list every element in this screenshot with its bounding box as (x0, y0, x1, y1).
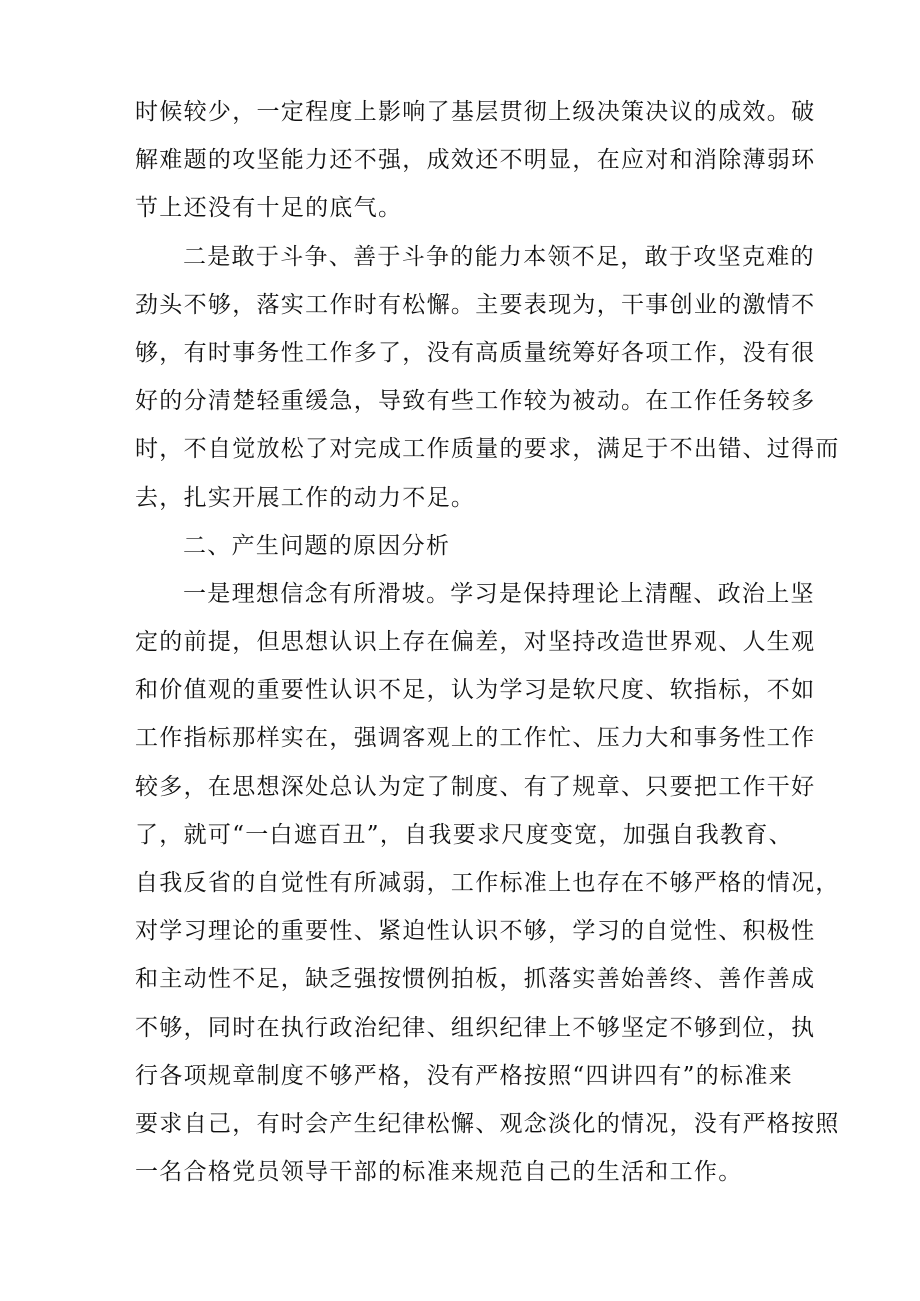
paragraph-first-cause (135, 570, 840, 1196)
text-line: 一是理想信念有所滑坡。学习是保持理论上清醒、政治上坚 (183, 580, 815, 607)
text-line: 劲头不够，落实工作时有松懈。主要表现为，干事创业的激情不 (135, 291, 816, 318)
paragraph-continuation (135, 88, 816, 233)
text-line: 和价值观的重要性认识不足，认为学习是软尺度、软指标，不如 (135, 677, 816, 704)
text-line: 节上还没有十足的底气。 (135, 195, 403, 222)
text-line: 好的分清楚轻重缓急，导致有些工作较为被动。在工作任务较多 (135, 388, 816, 415)
text-line: 时，不自觉放松了对完成工作质量的要求，满足于不出错、过得而 (135, 436, 840, 463)
text-line: 和主动性不足，缺乏强按惯例拍板，抓落实善始善终、善作善成 (135, 966, 816, 993)
text-line: 工作指标那样实在，强调客观上的工作忙、压力大和事务性工作 (135, 725, 816, 752)
text-line: 一名合格党员领导干部的标准来规范自己的生活和工作。 (135, 1159, 743, 1186)
text-line: 对学习理论的重要性、紧迫性认识不够，学习的自觉性、积极性 (135, 918, 816, 945)
paragraph-second-point (135, 233, 840, 522)
text-line: 要求自己，有时会产生纪律松懈、观念淡化的情况，没有严格按照 (135, 1110, 840, 1137)
text-line: 二是敢于斗争、善于斗争的能力本领不足，敢于攻坚克难的 (183, 243, 815, 270)
text-line: 够，有时事务性工作多了，没有高质量统筹好各项工作，没有很 (135, 339, 816, 366)
text-line: 不够，同时在执行政治纪律、组织纪律上不够坚定不够到位，执 (135, 1014, 816, 1041)
text-line: 较多，在思想深处总认为定了制度、有了规章、只要把工作干好 (135, 773, 816, 800)
text-line: 行各项规章制度不够严格，没有严格按照“四讲四有”的标准来 (135, 1062, 793, 1089)
text-line: 自我反省的自觉性有所减弱，工作标准上也存在不够严格的情况， (135, 870, 840, 896)
text-line: 去，扎实开展工作的动力不足。 (135, 484, 476, 511)
text-line: 定的前提，但思想认识上存在偏差，对坚持改造世界观、人生观 (135, 629, 816, 656)
document-body (135, 88, 840, 1196)
text-line: 时候较少，一定程度上影响了基层贯彻上级决策决议的成效。破 (135, 99, 816, 125)
text-line: 了，就可“一白遮百丑”，自我要求尺度变宽，加强自我教育、 (135, 821, 793, 848)
text-line: 解难题的攻坚能力还不强，成效还不明显，在应对和消除薄弱环 (135, 147, 816, 174)
section-heading: 二、产生问题的原因分析 (183, 532, 451, 559)
